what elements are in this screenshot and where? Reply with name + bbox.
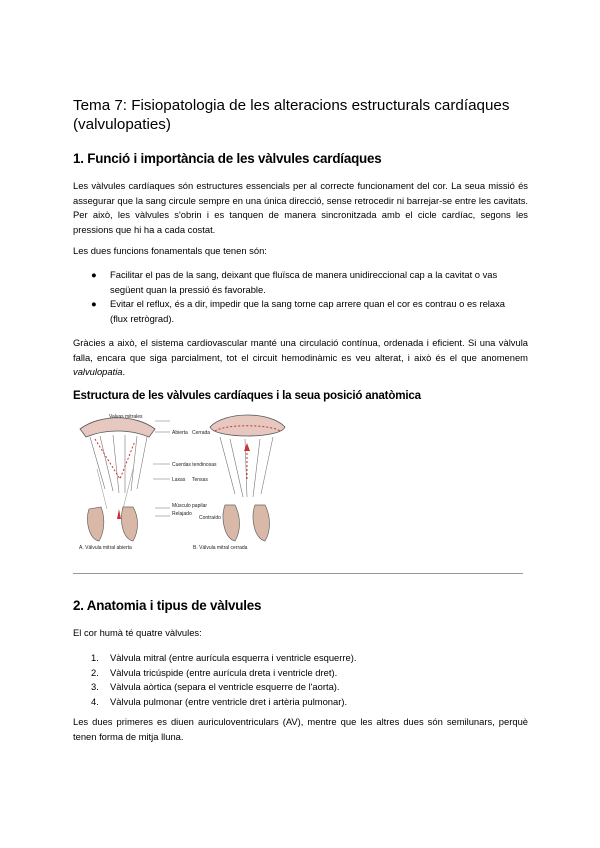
valve-closed-illustration — [210, 415, 285, 541]
section-1-paragraph-3 — [73, 336, 528, 380]
list-item — [91, 680, 523, 695]
list-item — [91, 268, 523, 297]
list-item — [91, 297, 523, 326]
list-number: 4. — [91, 695, 99, 707]
list-item-text: Evitar el reflux, és a dir, impedir que la sang torne cap arrere quan el cor es contrau o es relaxa (flux retrògrad). — [110, 298, 505, 324]
section-1-paragraph-1: Les vàlvules cardíaques són estructures essencials per al correcte funcionament del cor. La seua missió és assegurar que la sang circule sempre en una única direcció, sense retrocedir ni barrejar-se entre les cavitats. Per això, les vàlvules s'obrin i es tanquen de manera sincronitzada amb el cicle cardíac, segons les pressions que hi ha a cada costat. — [73, 180, 528, 235]
list-item — [91, 651, 523, 666]
laxas-label: Laxas — [172, 477, 186, 483]
cerrada-label: Cerrada — [192, 430, 211, 436]
list-item-text: Vàlvula tricúspide (entre aurícula dreta i ventricle dret). — [110, 666, 338, 678]
list-number: 1. — [91, 652, 99, 663]
relajado-label: Relajado — [172, 511, 192, 517]
list-item-text: Facilitar el pas de la sang, deixant que fluïsca de manera unidireccional cap a la cavitat o vas següent quan la pressió és favorable. — [110, 269, 498, 295]
list-item-text: Vàlvula aòrtica (separa el ventricle esquerre de l'aorta). — [110, 681, 340, 693]
section-1-paragraph-2: Les dues funcions fonamentals que tenen són: — [73, 245, 267, 256]
page-title: Tema 7: Fisiopatologia de les alteracions estructurals cardíaques (valvulopaties) — [73, 97, 510, 133]
list-item — [91, 695, 523, 710]
list-number: 3. — [91, 681, 99, 693]
mitral-valve-figure — [75, 409, 347, 554]
abierta-label: Abierta — [172, 430, 188, 436]
functions-list — [91, 268, 523, 326]
caption-b: B. Válvula mitral cerrada — [193, 545, 248, 551]
bullet-icon: ● — [91, 269, 97, 280]
valve-open-illustration — [80, 418, 155, 541]
valvulopatia-term: valvulopatia — [73, 366, 123, 378]
musculo-papilar-label: Músculo papilar — [172, 503, 208, 509]
valves-list — [91, 651, 523, 709]
section-2-closing: Les dues primeres es diuen auriculoventriculars (AV), mentre que les altres dues són semilunars, perquè tenen forma de mitja lluna. — [73, 716, 528, 742]
section-divider — [73, 573, 523, 574]
list-number: 2. — [91, 666, 99, 678]
cuerdas-tendinosas-label: Cuerdas tendinosas — [172, 462, 217, 468]
valvas-mitrales-label: Valvas mitrales — [109, 414, 143, 420]
list-item-text: Vàlvula pulmonar (entre ventricle dret i artèria pulmonar). — [110, 695, 348, 707]
section-2-heading: 2. Anatomia i tipus de vàlvules — [73, 598, 262, 613]
bullet-icon: ● — [91, 298, 97, 310]
list-item — [91, 666, 523, 681]
figure-heading: Estructura de les vàlvules cardíaques i la seua posició anatòmica — [73, 389, 421, 402]
tensas-label: Tensas — [192, 477, 208, 483]
contraido-label: Contraído — [199, 515, 221, 521]
section-2-intro: El cor humà té quatre vàlvules: — [73, 627, 202, 638]
section-1-heading: 1. Funció i importància de les vàlvules cardíaques — [73, 151, 382, 166]
caption-a: A. Válvula mitral abierta — [79, 545, 132, 551]
list-item-text: Vàlvula mitral (entre aurícula esquerra i ventricle esquerre). — [110, 652, 357, 663]
paragraph-end: . — [122, 366, 126, 378]
paragraph-text: Gràcies a això, el sistema cardiovascular manté una circulació contínua, ordenada i eficient. Si una vàlvula falla, encara que siga parcialment, tot el circuit hemodinàmic es veu alterat, i això és el que anomenem — [73, 337, 528, 363]
